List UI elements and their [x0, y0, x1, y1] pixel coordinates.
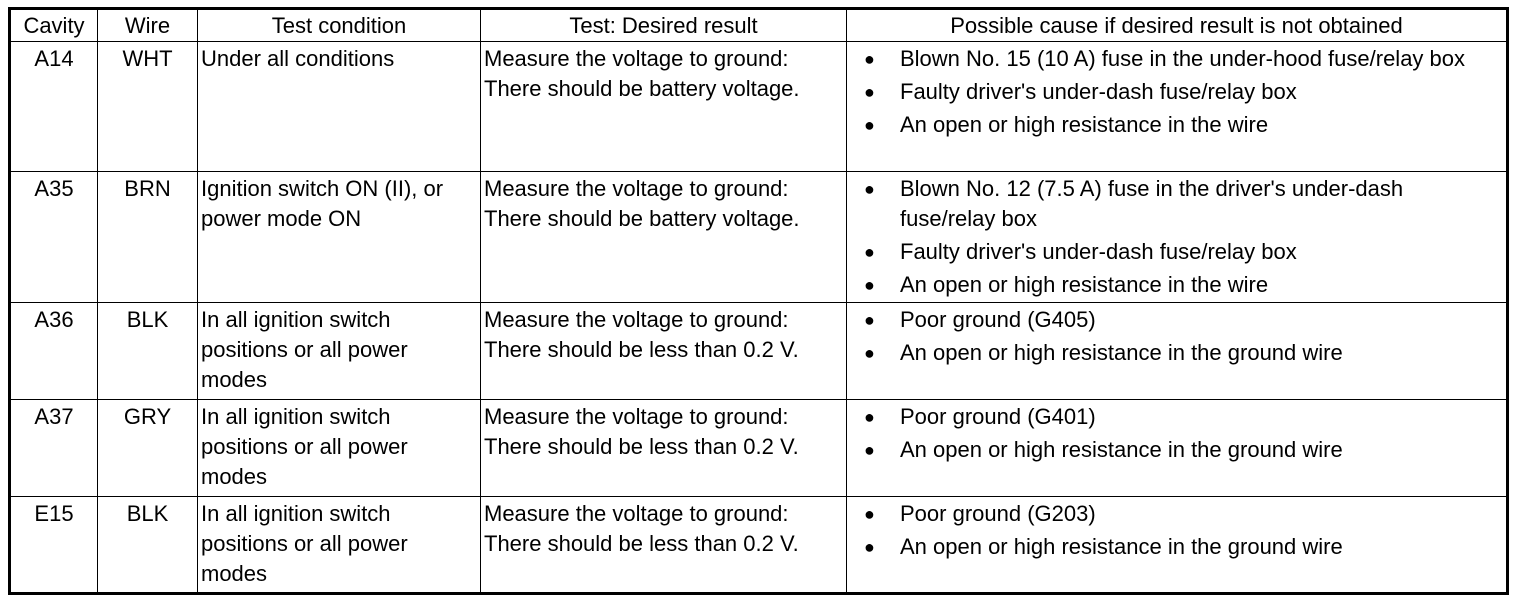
cause-list [850, 499, 1503, 562]
header-row [10, 9, 1508, 42]
cavity-cell: A36 [10, 303, 98, 400]
cause-text: Faulty driver's under-dash fuse/relay box [900, 239, 1297, 264]
cause-list [850, 44, 1503, 140]
header-wire: Wire [98, 9, 198, 42]
cause-text: An open or high resistance in the wire [900, 112, 1269, 137]
cause-text: Faulty driver's under-dash fuse/relay box [900, 79, 1297, 104]
desired-result-cell: Measure the voltage to ground: There should be less than 0.2 V. [481, 497, 847, 594]
possible-cause-cell [847, 400, 1508, 497]
list-item [864, 532, 1503, 562]
header-desired-result: Test: Desired result [481, 9, 847, 42]
list-item [864, 435, 1503, 465]
cavity-cell: A14 [10, 42, 98, 172]
possible-cause-cell [847, 42, 1508, 172]
cause-text: Blown No. 12 (7.5 A) fuse in the driver's under-dash fuse/relay box [900, 176, 1404, 231]
test-condition-cell: Ignition switch ON (II), or power mode ON [198, 172, 481, 303]
cause-list [850, 402, 1503, 465]
list-item [864, 305, 1503, 335]
desired-result-cell: Measure the voltage to ground: There should be battery voltage. [481, 42, 847, 172]
header-test-condition: Test condition [198, 9, 481, 42]
list-item [864, 402, 1503, 432]
cause-list [850, 174, 1503, 300]
bullet-icon: ● [864, 82, 875, 102]
diagnostic-table [8, 7, 1509, 595]
cause-text: An open or high resistance in the wire [900, 272, 1269, 297]
header-possible-cause: Possible cause if desired result is not obtained [847, 9, 1508, 42]
test-condition-cell: Under all conditions [198, 42, 481, 172]
test-condition-cell: In all ignition switch positions or all power modes [198, 303, 481, 400]
wire-cell: WHT [98, 42, 198, 172]
header-cavity: Cavity [10, 9, 98, 42]
wire-cell: BLK [98, 303, 198, 400]
possible-cause-cell [847, 172, 1508, 303]
bullet-icon: ● [864, 49, 875, 69]
bullet-icon: ● [864, 343, 875, 363]
bullet-icon: ● [864, 115, 875, 135]
list-item [864, 270, 1503, 300]
table-row [10, 303, 1508, 400]
bullet-icon: ● [864, 179, 875, 199]
list-item [864, 338, 1503, 368]
desired-result-cell: Measure the voltage to ground: There should be less than 0.2 V. [481, 400, 847, 497]
list-item [864, 237, 1503, 267]
table-row [10, 400, 1508, 497]
bullet-icon: ● [864, 440, 875, 460]
cause-text: Poor ground (G405) [900, 307, 1096, 332]
test-condition-cell: In all ignition switch positions or all power modes [198, 400, 481, 497]
wire-cell: BLK [98, 497, 198, 594]
list-item [864, 44, 1503, 74]
cavity-cell: A37 [10, 400, 98, 497]
cause-text: An open or high resistance in the ground wire [900, 340, 1343, 365]
wire-cell: BRN [98, 172, 198, 303]
test-condition-cell: In all ignition switch positions or all power modes [198, 497, 481, 594]
bullet-icon: ● [864, 504, 875, 524]
bullet-icon: ● [864, 275, 875, 295]
bullet-icon: ● [864, 537, 875, 557]
table-header [10, 9, 1508, 42]
possible-cause-cell [847, 303, 1508, 400]
cause-text: Blown No. 15 (10 A) fuse in the under-hood fuse/relay box [900, 46, 1466, 71]
list-item [864, 174, 1503, 234]
desired-result-cell: Measure the voltage to ground: There should be battery voltage. [481, 172, 847, 303]
table-row [10, 42, 1508, 172]
desired-result-cell: Measure the voltage to ground: There should be less than 0.2 V. [481, 303, 847, 400]
bullet-icon: ● [864, 310, 875, 330]
list-item [864, 499, 1503, 529]
possible-cause-cell [847, 497, 1508, 594]
table-body [10, 42, 1508, 594]
table-row [10, 497, 1508, 594]
bullet-icon: ● [864, 242, 875, 262]
cause-text: An open or high resistance in the ground wire [900, 534, 1343, 559]
cavity-cell: A35 [10, 172, 98, 303]
cavity-cell: E15 [10, 497, 98, 594]
wire-cell: GRY [98, 400, 198, 497]
table-row [10, 172, 1508, 303]
cause-text: An open or high resistance in the ground wire [900, 437, 1343, 462]
list-item [864, 77, 1503, 107]
list-item [864, 110, 1503, 140]
cause-text: Poor ground (G203) [900, 501, 1096, 526]
cause-text: Poor ground (G401) [900, 404, 1096, 429]
cause-list [850, 305, 1503, 368]
bullet-icon: ● [864, 407, 875, 427]
